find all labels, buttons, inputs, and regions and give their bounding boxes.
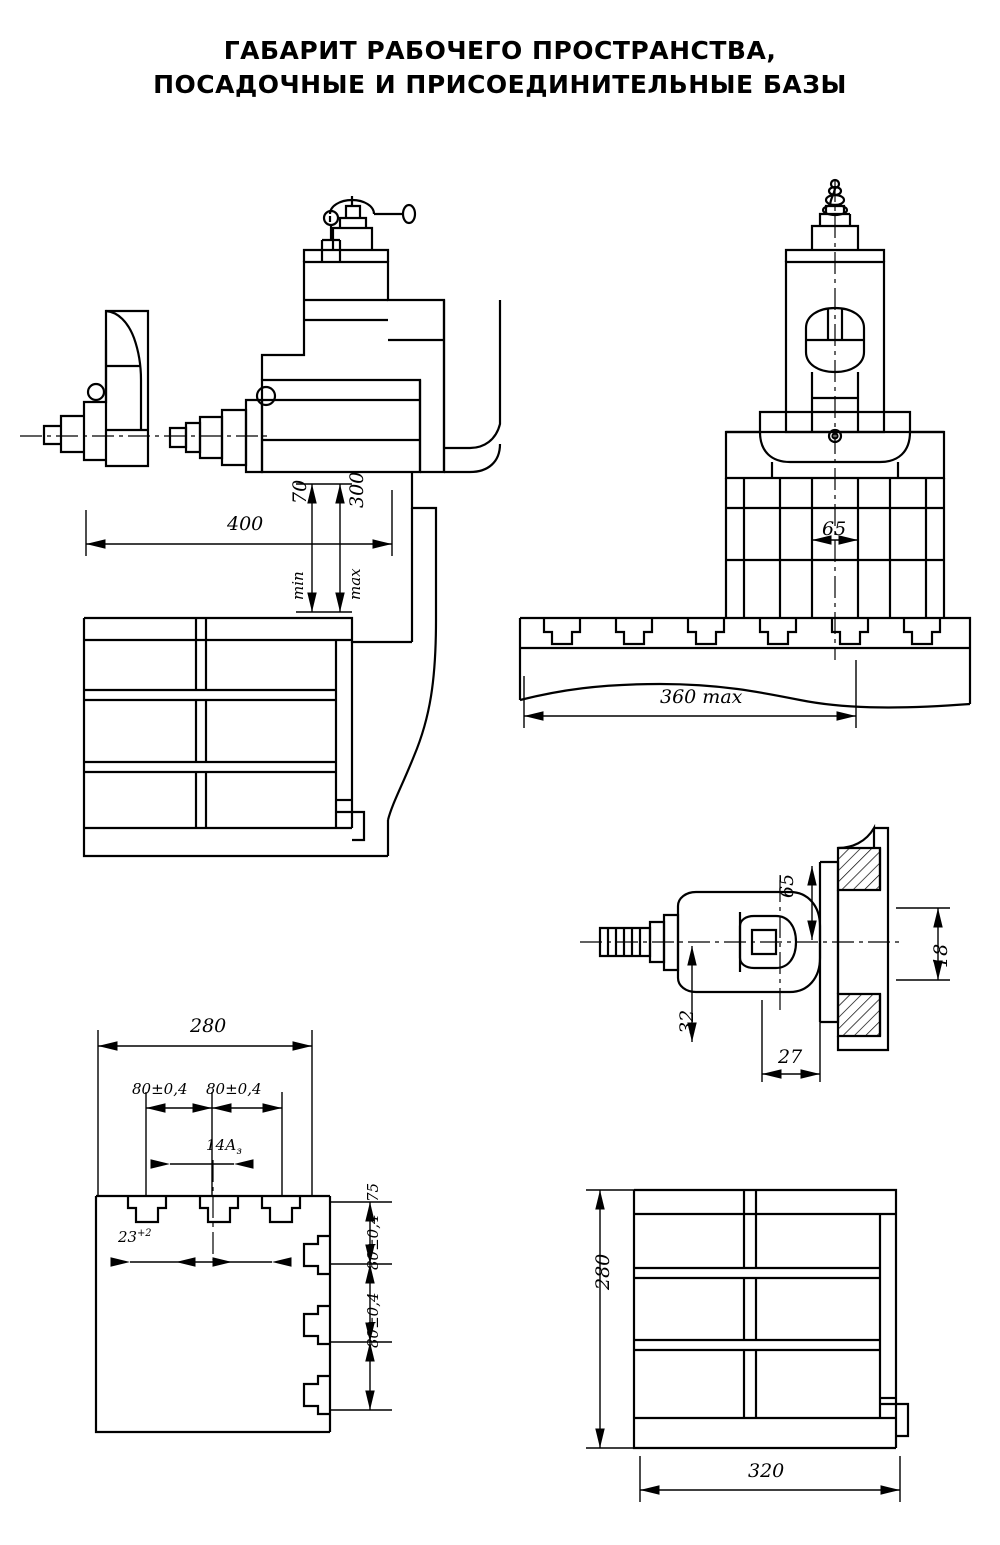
dim-400: 400 — [227, 513, 264, 535]
label-min: min — [289, 571, 307, 600]
dim-65-clamp: 65 — [776, 873, 798, 898]
dim-18: 18 — [930, 943, 952, 968]
dim-23-tol: $23^{+2}$ — [118, 1228, 152, 1246]
dim-70: 70 — [289, 479, 311, 504]
dim-65-column: 65 — [822, 518, 847, 540]
label-max: max — [346, 568, 364, 600]
dim-14a3: $14А_з$ — [206, 1136, 242, 1157]
dim-75: 75 — [364, 1182, 382, 1202]
dim-360-max: 360 max — [660, 686, 743, 708]
dim-27: 27 — [778, 1046, 803, 1068]
dim-80-vert-2: 80±0,4 — [364, 1292, 382, 1348]
dim-280-plan: 280 — [190, 1015, 227, 1037]
page-title-line1: ГАБАРИТ РАБОЧЕГО ПРОСТРАНСТВА, — [223, 36, 777, 65]
dim-32: 32 — [676, 1009, 698, 1034]
dim-300: 300 — [346, 471, 368, 508]
dim-320: 320 — [748, 1460, 785, 1482]
dim-80-vert-1: 80±0,4 — [364, 1214, 382, 1270]
page-title-line2: ПОСАДОЧНЫЕ И ПРИСОЕДИНИТЕЛЬНЫЕ БАЗЫ — [153, 70, 847, 99]
dim-80-tol-b: 80±0,4 — [206, 1080, 262, 1098]
dim-280-side: 280 — [592, 1253, 614, 1290]
dim-80-tol-a: 80±0,4 — [132, 1080, 188, 1098]
